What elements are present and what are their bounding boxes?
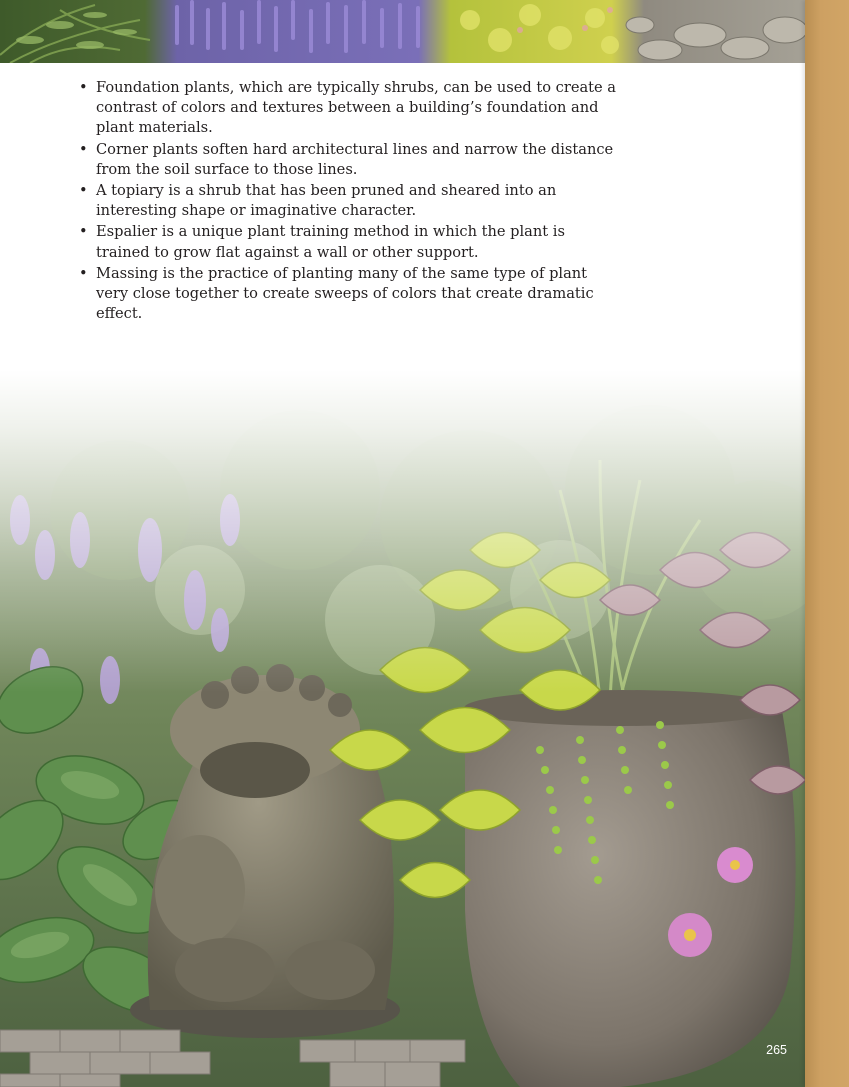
bullet-text: Espalier is a unique plant training method in which the plant is trained to grow flat against a wall or other support.: [96, 223, 565, 261]
bullet-item: [76, 78, 616, 139]
bullet-marker: •: [79, 223, 88, 241]
bottom-garden-photo: [0, 370, 805, 1087]
bullet-item: [76, 140, 616, 180]
bullet-marker: •: [79, 264, 88, 282]
bullet-marker: •: [79, 140, 88, 158]
bullet-item: [76, 264, 616, 325]
bullet-text: Corner plants soften hard architectural lines and narrow the distance from the soil surface to those lines.: [96, 140, 614, 178]
bullet-item: [76, 222, 616, 262]
page-number: 265: [766, 1043, 787, 1057]
bullet-marker: •: [79, 182, 88, 200]
bullet-marker: •: [79, 79, 88, 96]
bullet-text: Foundation plants, which are typically shrubs, can be used to create a contrast of colors and textures between a building’s foundation and plant materials.: [96, 79, 617, 137]
bullet-item: [76, 181, 616, 221]
bullet-text: A topiary is a shrub that has been pruned and sheared into an interesting shape or imaginative character.: [96, 182, 557, 220]
bullet-list: [76, 78, 616, 325]
page-margin-strip: [805, 0, 849, 1087]
top-garden-banner: [0, 0, 805, 63]
bullet-text: Massing is the practice of planting many of the same type of plant very close together to create sweeps of colors that create dramatic effect.: [96, 264, 594, 323]
